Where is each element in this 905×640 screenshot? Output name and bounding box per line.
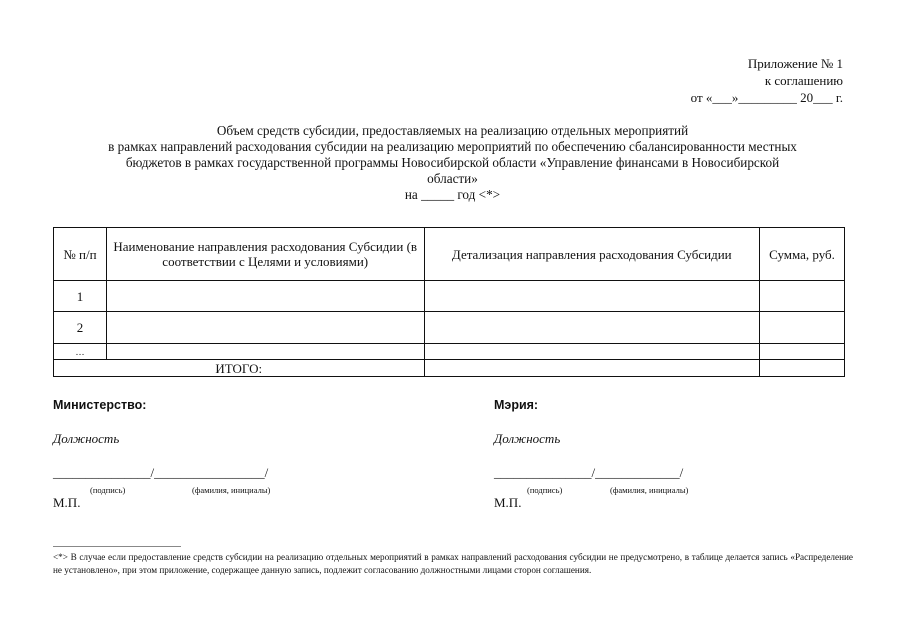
row-amount-cell[interactable] <box>760 281 845 312</box>
mayoralty-label: Мэрия: <box>494 398 539 412</box>
mayoralty-signature-line[interactable]: _______________/_____________/ <box>494 465 684 480</box>
header-amount: Сумма, руб. <box>760 228 845 281</box>
mayoralty-position: Должность <box>494 431 561 446</box>
footnote: <*> В случае если предоставление средств субсидии на реализацию отдельных мероприятий в рамках направлений расходования субсидии не предусмотрено, в таблице делается запись «Распределение не установлено», при этом приложение, содержащее данную запись, подлежит согласованию должностными лицами сторон соглашения. <box>53 552 853 575</box>
ministry-stamp: М.П. <box>53 495 81 510</box>
table-header-row <box>54 228 845 281</box>
table-row <box>54 281 845 312</box>
row-number: 2 <box>54 312 107 344</box>
appendix-header <box>691 55 843 106</box>
row-amount-cell[interactable] <box>760 312 845 344</box>
row-number: 1 <box>54 281 107 312</box>
ministry-label: Министерство: <box>53 398 147 412</box>
ministry-name-hint: (фамилия, инициалы) <box>192 485 271 495</box>
row-amount-cell[interactable] <box>760 344 845 360</box>
header-direction-name: Наименование направления расходования Субсидии (в соответствии с Целями и условиями) <box>106 228 424 281</box>
appendix-number: Приложение № 1 <box>747 56 843 71</box>
mayoralty-sign-hint: (подпись) <box>527 485 563 495</box>
title-year: на _____ год <*> <box>404 187 501 202</box>
ministry-signature-line[interactable]: _______________/_________________/ <box>53 465 269 480</box>
table-row <box>54 312 845 344</box>
total-detailing-cell[interactable] <box>424 360 760 377</box>
title-line-2: в рамках направлений расходования субсидии на реализацию мероприятий по обеспечению сбалансированности местных <box>108 139 797 154</box>
row-number: … <box>54 344 107 360</box>
total-label: ИТОГО: <box>54 360 425 377</box>
header-number: № п/п <box>54 228 107 281</box>
row-direction-cell[interactable] <box>106 281 424 312</box>
title-line-3: бюджетов в рамках государственной программы Новосибирской области «Управление финансами в Новосибирской <box>125 155 780 170</box>
footnote-divider <box>53 546 181 547</box>
row-direction-cell[interactable] <box>106 312 424 344</box>
row-direction-cell[interactable] <box>106 344 424 360</box>
row-detailing-cell[interactable] <box>424 281 760 312</box>
ministry-position: Должность <box>53 431 120 446</box>
title-line-4: области» <box>427 171 478 186</box>
row-detailing-cell[interactable] <box>424 344 760 360</box>
row-detailing-cell[interactable] <box>424 312 760 344</box>
subsidy-table <box>53 227 845 377</box>
appendix-date: от «___»_________ 20___ г. <box>690 90 843 105</box>
document-title <box>40 123 865 203</box>
total-amount-cell[interactable] <box>760 360 845 377</box>
table-row <box>54 344 845 360</box>
header-detailing: Детализация направления расходования Субсидии <box>424 228 760 281</box>
title-line-1: Объем средств субсидии, предоставляемых на реализацию отдельных мероприятий <box>216 123 689 138</box>
ministry-sign-hint: (подпись) <box>90 485 126 495</box>
mayoralty-stamp: М.П. <box>494 495 522 510</box>
appendix-agreement: к соглашению <box>764 73 843 88</box>
mayoralty-name-hint: (фамилия, инициалы) <box>610 485 689 495</box>
table-total-row <box>54 360 845 377</box>
